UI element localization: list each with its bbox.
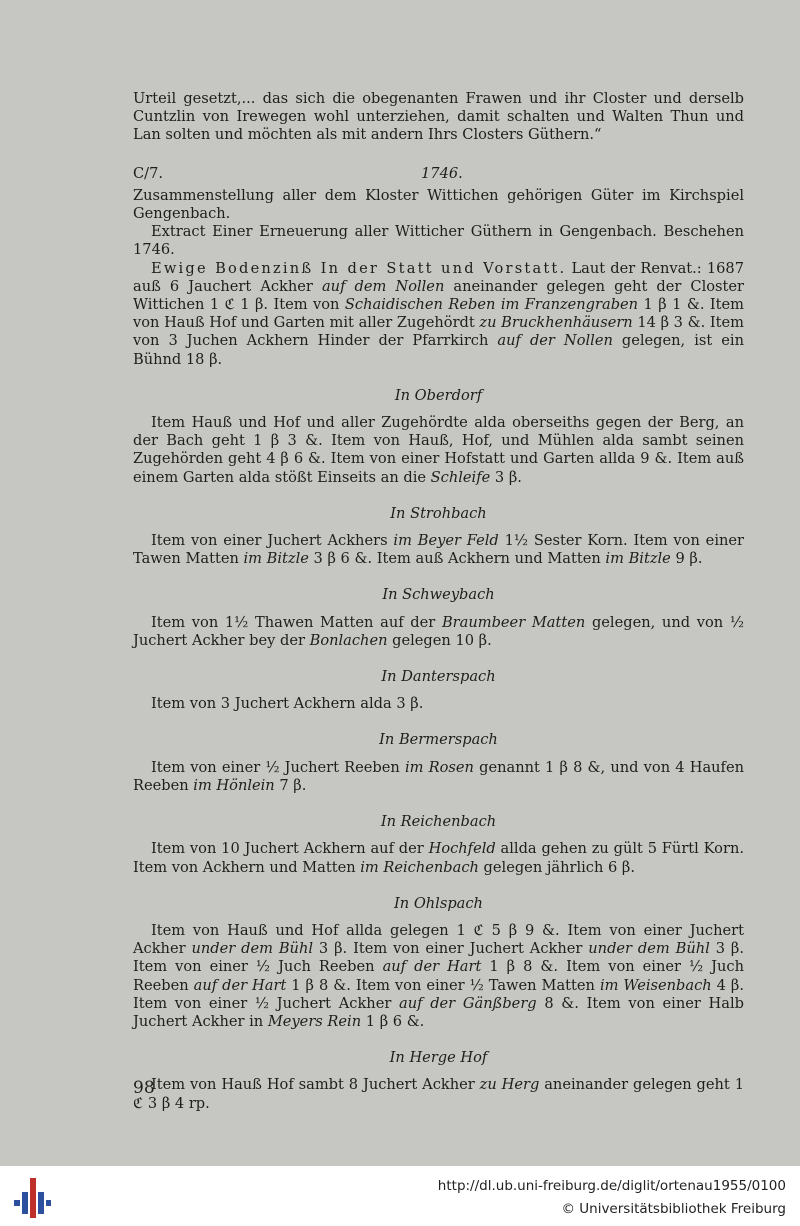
- schweybach-paragraph: Item von 1½ Thawen Matten auf der Braumbeer Matten gelegen, und von ½ Juchert Ackher bey der Bonlachen gelegen 10 β.: [133, 613, 744, 649]
- section-code: C/7.: [133, 164, 164, 182]
- intro-paragraph: Urteil gesetzt,... das sich die obegenanten Frawen und ihr Closter und derselb Cuntzlin von Irewegen wohl unterziehen, damit schalten und Walten Thun und Lan solten und möchten als mit andern Ihrs Closters Güthern.“: [133, 90, 744, 144]
- extract-line: Extract Einer Erneuerung aller Witticher Güthern in Gengenbach. Beschehen 1746.: [133, 223, 744, 259]
- spaced-heading: Ewige Bodenzinß In der Statt und Vorstatt.: [151, 259, 567, 277]
- section-year: 1746.: [421, 164, 463, 182]
- section-title: Zusammenstellung aller dem Kloster Wittichen gehörigen Güter im Kirchspiel Gengenbach.: [133, 186, 744, 223]
- reichenbach-paragraph: Item von 10 Juchert Ackhern auf der Hochfeld allda gehen zu gült 5 Fürtl Korn. Item von Ackhern und Matten im Reichenbach gelegen jährlich 6 β.: [133, 840, 744, 876]
- ohlspach-paragraph: Item von Hauß und Hof allda gelegen 1 ℭ 5 β 9 &. Item von einer Juchert Ackher under dem Bühl 3 β. Item von einer Juchert Ackher under dem Bühl 3 β. Item von einer ½ Juch Reeben auf der Hart 1 β 8 &. Item von einer ½ Juch Reeben auf der Hart 1 β 8 &. Item von einer ½ Tawen Matten im Weisenbach 4 β. Item von einer ½ Juchert Ackher auf der Gänßberg 8 &. Item von einer Halb Juchert Ackher in Meyers Rein 1 β 6 &.: [133, 921, 745, 1030]
- copyright-notice: © Universitätsbibliothek Freiburg: [561, 1201, 786, 1217]
- place-heading-ohlspach: In Ohlspach: [394, 894, 483, 912]
- footer-bar: [0, 1166, 800, 1226]
- bermerspach-paragraph: Item von einer ½ Juchert Reeben im Rosen genannt 1 β 8 &, und von 4 Haufen Reeben im Hönlein 7 β.: [133, 758, 744, 794]
- place-heading-danterspach: In Danterspach: [381, 668, 496, 686]
- strohbach-paragraph: Item von einer Juchert Ackhers im Beyer Feld 1½ Sester Korn. Item von einer Tawen Matten im Bitzle 3 β 6 &. Item auß Ackhern und Matten im Bitzle 9 β.: [133, 532, 744, 568]
- page-content: [133, 90, 744, 1113]
- danterspach-paragraph: Item von 3 Juchert Ackhern alda 3 β.: [151, 695, 424, 713]
- page-number: 98: [133, 1078, 155, 1098]
- place-heading-reichenbach: In Reichenbach: [380, 813, 497, 831]
- section-header: [133, 165, 744, 183]
- hergehof-paragraph: Item von Hauß Hof sambt 8 Juchert Ackher zu Herg aneinander gelegen geht 1 ℭ 3 β 4 rp.: [133, 1076, 744, 1112]
- document-url-link[interactable]: http://dl.ub.uni-freiburg.de/diglit/ortenau1955/0100: [437, 1178, 786, 1194]
- place-heading-bermerspach: In Bermerspach: [379, 731, 498, 749]
- place-heading-hergehof: In Herge Hof: [389, 1049, 488, 1067]
- oberdorf-paragraph: Item Hauß und Hof und aller Zugehördte alda oberseiths gegen der Berg, an der Bach geht 1 β 3 &. Item von Hauß, Hof, und Mühlen alda sambt seinen Zugehörden geht 4 β 6 &. Item von einer Hofstatt und Garten allda 9 &. Item auß einem Garten alda stößt Einseits an die Schleife 3 β.: [133, 414, 744, 486]
- place-heading-strohbach: In Strohbach: [390, 504, 487, 522]
- library-logo-icon: [12, 1176, 52, 1220]
- bodenzins-paragraph: Ewige Bodenzinß In der Statt und Vorstatt. Laut der Renvat.: 1687 auß 6 Jauchert Ackher auf dem Nollen aneinander gelegen geht der Closter Wittichen 1 ℭ 1 β. Item von Schaidischen Reben im Franzengraben 1 β 1 &. Item von Hauß Hof und Garten mit aller Zugehördt zu Bruckhenhäusern 14 β 3 &. Item von 3 Juchen Ackhern Hinder der Pfarrkirch auf der Nollen gelegen, ist ein Bühnd 18 β.: [133, 259, 745, 368]
- place-heading-oberdorf: In Oberdorf: [394, 386, 483, 404]
- place-heading-schweybach: In Schweybach: [382, 586, 495, 604]
